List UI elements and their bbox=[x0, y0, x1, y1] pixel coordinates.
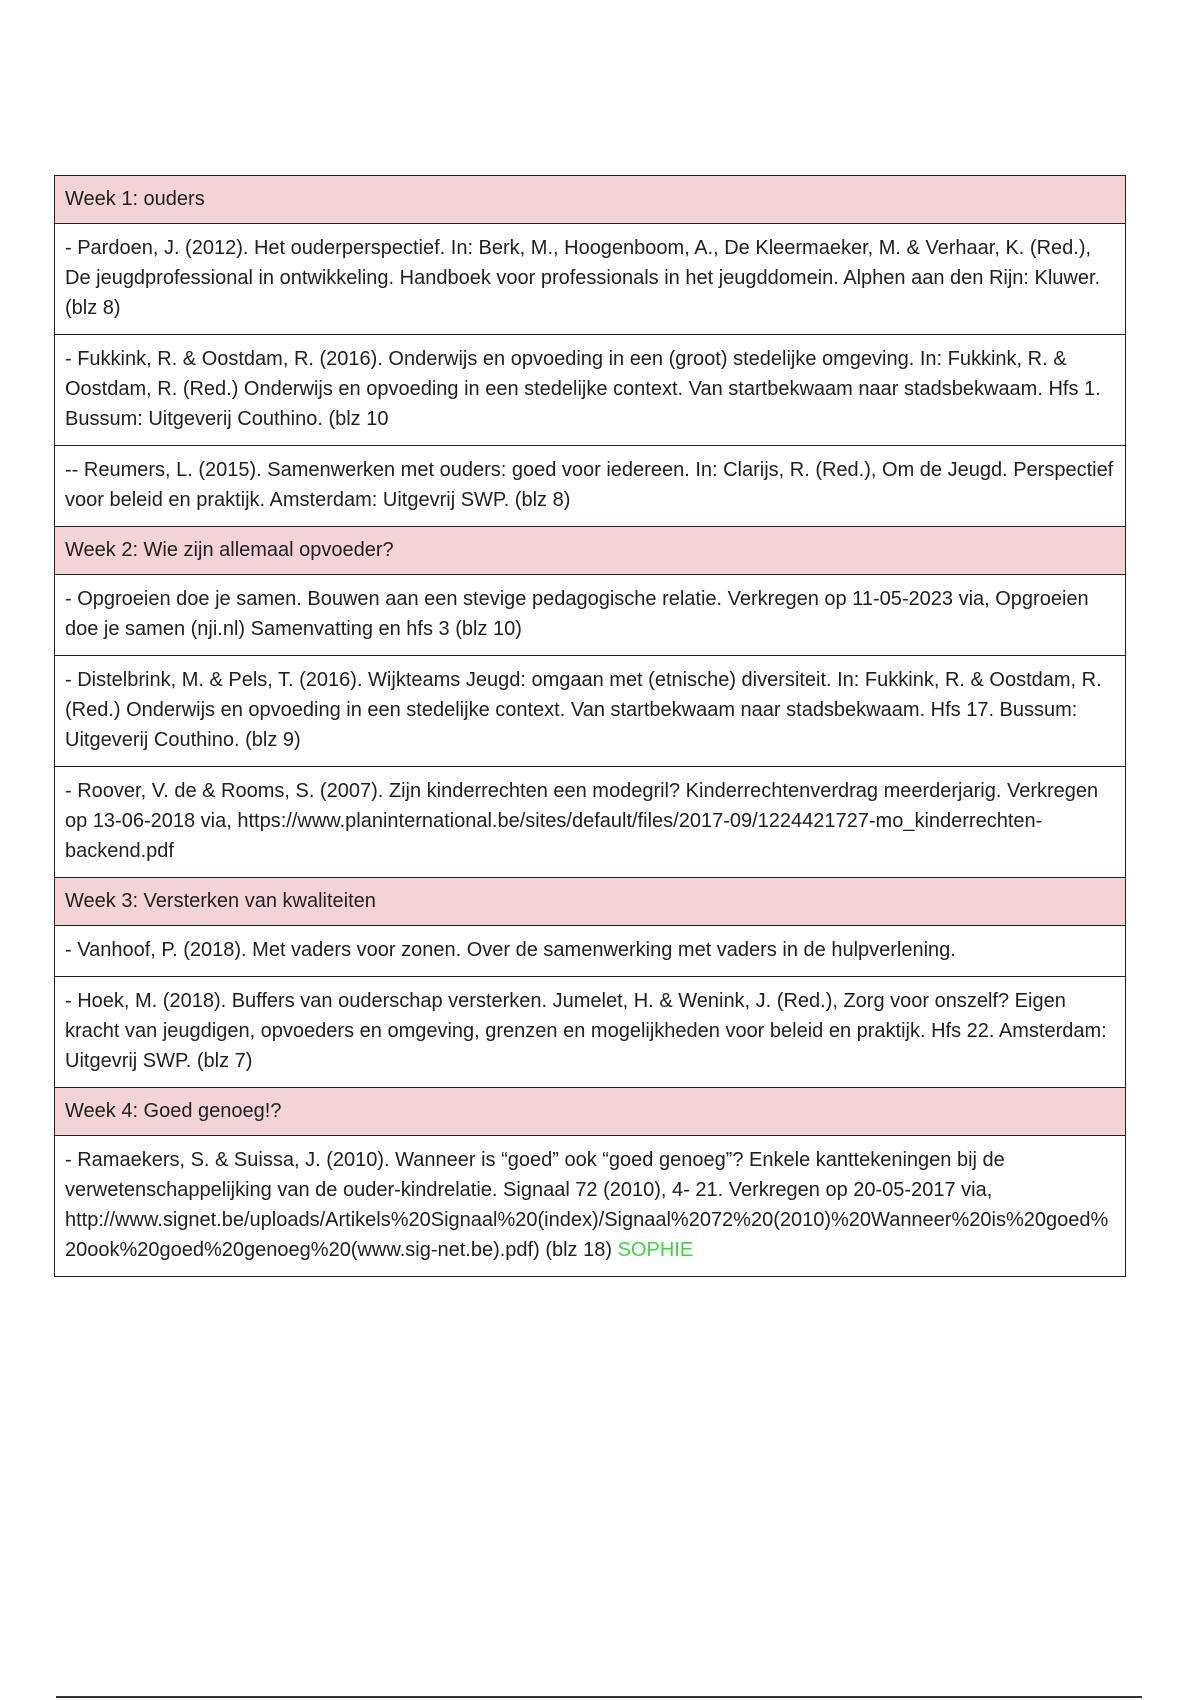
table-row bbox=[55, 977, 1126, 1088]
week-2-header bbox=[55, 527, 1126, 575]
reference-hoek: - Hoek, M. (2018). Buffers van ouderschap versterken. Jumelet, H. & Wenink, J. (Red.), Zorg voor onszelf? Eigen kracht van jeugdigen, opvoeders en omgeving, grenzen en mogelijkheden voor beleid en praktijk. Hfs 22. Amsterdam: Uitgevrij SWP. (blz 7) bbox=[55, 977, 1126, 1088]
bottom-divider bbox=[56, 1696, 1142, 1698]
table-row bbox=[55, 224, 1126, 335]
reading-list-table bbox=[54, 175, 1126, 1277]
table-row bbox=[55, 335, 1126, 446]
week-1-header bbox=[55, 176, 1126, 224]
week-1-title: Week 1: ouders bbox=[55, 176, 1126, 224]
reference-distelbrink: - Distelbrink, M. & Pels, T. (2016). Wijkteams Jeugd: omgaan met (etnische) diversiteit. In: Fukkink, R. & Oostdam, R. (Red.) Onderwijs en opvoeding in een stedelijke context. Van startbekwaam naar stadsbekwaam. Hfs 17. Bussum: Uitgeverij Couthino. (blz 9) bbox=[55, 656, 1126, 767]
reference-ramaekers: - Ramaekers, S. & Suissa, J. (2010). Wanneer is “goed” ook “goed genoeg”? Enkele kanttekeningen bij de verwetenschappelijking van de ouder-kindrelatie. Signaal 72 (2010), 4- 21. Verkregen op 20-05-2017 via, http://www.signet.be/uploads/Artikels%20Signaal%20(index)/Signaal%2072%20(2010)%20Wanneer%20is%20goed%20ook%20goed%20genoeg%20(www.sig-net.be).pdf) (blz 18) bbox=[65, 1149, 1109, 1261]
reference-vanhoof: - Vanhoof, P. (2018). Met vaders voor zonen. Over de samenwerking met vaders in de hulpverlening. bbox=[55, 926, 1126, 977]
table-row bbox=[55, 575, 1126, 656]
reference-ramaekers-cell bbox=[55, 1136, 1126, 1277]
table-row bbox=[55, 1136, 1126, 1277]
table-row bbox=[55, 926, 1126, 977]
reference-roover: - Roover, V. de & Rooms, S. (2007). Zijn kinderrechten een modegril? Kinderrechtenverdrag meerderjarig. Verkregen op 13-06-2018 via, https://www.planinternational.be/sites/default/files/2017-09/1224421727-mo_kinderrechten-backend.pdf bbox=[55, 767, 1126, 878]
reference-opgroeien: - Opgroeien doe je samen. Bouwen aan een stevige pedagogische relatie. Verkregen op 11-05-2023 via, Opgroeien doe je samen (nji.nl) Samenvatting en hfs 3 (blz 10) bbox=[55, 575, 1126, 656]
reference-reumers: -- Reumers, L. (2015). Samenwerken met ouders: goed voor iedereen. In: Clarijs, R. (Red.), Om de Jeugd. Perspectief voor beleid en praktijk. Amsterdam: Uitgevrij SWP. (blz 8) bbox=[55, 446, 1126, 527]
week-2-title: Week 2: Wie zijn allemaal opvoeder? bbox=[55, 527, 1126, 575]
table-row bbox=[55, 767, 1126, 878]
week-3-title: Week 3: Versterken van kwaliteiten bbox=[55, 878, 1126, 926]
reference-fukkink: - Fukkink, R. & Oostdam, R. (2016). Onderwijs en opvoeding in een (groot) stedelijke omgeving. In: Fukkink, R. & Oostdam, R. (Red.) Onderwijs en opvoeding in een stedelijke context. Van startbekwaam naar stadsbekwaam. Hfs 1. Bussum: Uitgeverij Couthino. (blz 10 bbox=[55, 335, 1126, 446]
table-row bbox=[55, 446, 1126, 527]
reference-pardoen: - Pardoen, J. (2012). Het ouderperspectief. In: Berk, M., Hoogenboom, A., De Kleermaeker, M. & Verhaar, K. (Red.), De jeugdprofessional in ontwikkeling. Handboek voor professionals in het jeugddomein. Alphen aan den Rijn: Kluwer. (blz 8) bbox=[55, 224, 1126, 335]
week-4-title: Week 4: Goed genoeg!? bbox=[55, 1088, 1126, 1136]
week-3-header bbox=[55, 878, 1126, 926]
table-row bbox=[55, 656, 1126, 767]
highlighted-name: SOPHIE bbox=[617, 1239, 694, 1261]
week-4-header bbox=[55, 1088, 1126, 1136]
